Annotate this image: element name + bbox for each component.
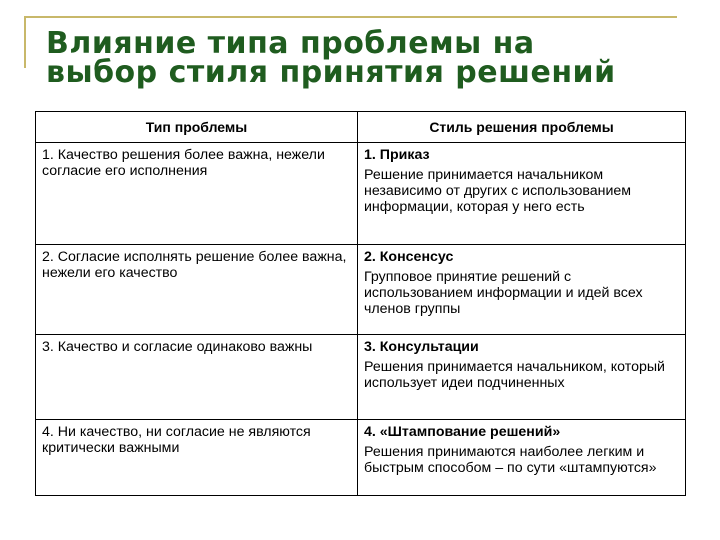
style-description: Решения принимается начальником, который использует идеи подчиненных: [364, 358, 665, 391]
decorative-frame-top: [24, 16, 677, 18]
problem-type-cell: 4. Ни качество, ни согласие не являются критически важными: [36, 420, 358, 496]
column-header-problem-type: Тип проблемы: [36, 112, 358, 143]
slide-title-line-1: Влияние типа проблемы на: [46, 26, 535, 61]
problem-type-cell: 1. Качество решения более важна, нежели согласие его исполнения: [36, 143, 358, 245]
solution-style-cell: [358, 143, 686, 245]
decorative-frame-left: [24, 16, 26, 68]
style-name: 1. Приказ: [364, 147, 430, 164]
style-name: 2. Консенсус: [364, 249, 454, 266]
table-header-row: [36, 112, 686, 143]
table-row: [36, 245, 686, 335]
style-description: Решение принимается начальником независимо от других с использованием информации, которая у него есть: [364, 167, 632, 216]
solution-style-cell: [358, 334, 686, 420]
solution-style-cell: [358, 245, 686, 335]
table-row: [36, 420, 686, 496]
slide-title-line-2: выбор стиля принятия решений: [46, 55, 616, 90]
column-header-solution-style: Стиль решения проблемы: [358, 112, 686, 143]
solution-style-cell: [358, 420, 686, 496]
slide-title: [46, 26, 706, 90]
style-name: 3. Консультации: [364, 338, 479, 355]
style-description: Решения принимаются наиболее легким и быстрым способом – по сути «штампуются»: [364, 444, 657, 477]
problem-style-table: [35, 111, 686, 496]
table-row: [36, 143, 686, 245]
problem-type-cell: 2. Согласие исполнять решение более важна, нежели его качество: [36, 245, 358, 335]
style-name: 4. «Штампование решений»: [364, 424, 561, 441]
problem-type-cell: 3. Качество и согласие одинаково важны: [36, 334, 358, 420]
style-description: Групповое принятие решений с использованием информации и идей всех членов группы: [364, 269, 643, 318]
table-row: [36, 334, 686, 420]
